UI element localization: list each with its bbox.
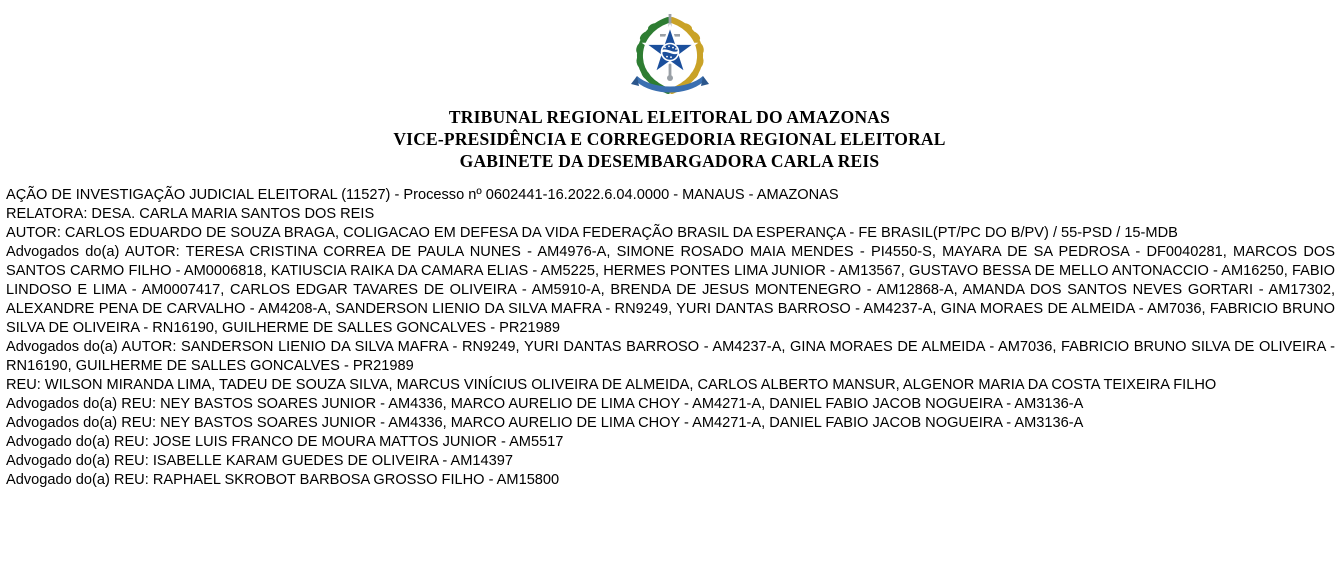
rapporteur-line: RELATORA: DESA. CARLA MARIA SANTOS DOS REIS: [6, 206, 375, 223]
author-lawyers-line-2: Advogados do(a) AUTOR: SANDERSON LIENIO DA SILVA MAFRA - RN9249, YURI DANTAS BARROSO - AM4237-A, GINA MORAES DE ALMEIDA - AM7036, FABRICIO BRUNO SILVA DE OLIVEIRA - RN16190, GUILHERME DE SALLES GONCALVES - PR21989: [6, 338, 1335, 374]
header-line-tribunal: TRIBUNAL REGIONAL ELEITORAL DO AMAZONAS: [448, 107, 891, 127]
emblem-container: [0, 0, 1339, 106]
document-header: [0, 106, 1339, 172]
document-body: [0, 186, 1339, 490]
case-reference-line: AÇÃO DE INVESTIGAÇÃO JUDICIAL ELEITORAL (11527) - Processo nº 0602441-16.2022.6.04.0000 - MANAUS - AMAZONAS: [6, 187, 839, 204]
header-line-vice-presidencia: VICE-PRESIDÊNCIA E CORREGEDORIA REGIONAL ELEITORAL: [393, 129, 946, 150]
defendant-lawyers-line-2: Advogados do(a) REU: NEY BASTOS SOARES JUNIOR - AM4336, MARCO AURELIO DE LIMA CHOY - AM4271-A, DANIEL FABIO JACOB NOGUEIRA - AM3136-A: [6, 414, 1084, 431]
author-line: AUTOR: CARLOS EDUARDO DE SOUZA BRAGA, COLIGACAO EM DEFESA DA VIDA FEDERAÇÃO BRASIL DA ESPERANÇA - FE BRASIL(PT/PC DO B/PV) / 55-PSD / 15-MDB: [6, 225, 1178, 242]
defendant-line: REU: WILSON MIRANDA LIMA, TADEU DE SOUZA SILVA, MARCUS VINÍCIUS OLIVEIRA DE ALMEIDA, CARLOS ALBERTO MANSUR, ALGENOR MARIA DA COSTA TEIXEIRA FILHO: [6, 376, 1217, 393]
coat-of-arms-icon: [627, 6, 713, 102]
defendant-lawyers-line-1: Advogados do(a) REU: NEY BASTOS SOARES JUNIOR - AM4336, MARCO AURELIO DE LIMA CHOY - AM4271-A, DANIEL FABIO JACOB NOGUEIRA - AM3136-A: [6, 395, 1084, 412]
defendant-lawyer-line-3: Advogado do(a) REU: JOSE LUIS FRANCO DE MOURA MATTOS JUNIOR - AM5517: [6, 433, 564, 450]
author-lawyers-line-1: Advogados do(a) AUTOR: TERESA CRISTINA CORREA DE PAULA NUNES - AM4976-A, SIMONE ROSADO MAIA MENDES - PI4550-S, MAYARA DE SA PEDROSA - DF0040281, MARCOS DOS SANTOS CARMO FILHO - AM0006818, KATIUSCIA RAIKA DA CAMARA ELIAS - AM5225, HERMES PONTES LIMA JUNIOR - AM13567, GUSTAVO BESSA DE MELLO ANTONACCIO - AM16250, FABIO LINDOSO E LIMA - AM0007417, CARLOS EDGAR TAVARES DE OLIVEIRA - AM5910-A, BRENDA DE JESUS MONTENEGRO - AM12868-A, AMANDA DOS SANTOS NEVES GORTARI - AM17302, ALEXANDRE PENA DE CARVALHO - AM4208-A, SANDERSON LIENIO DA SILVA MAFRA - RN9249, YURI DANTAS BARROSO - AM4237-A, GINA MORAES DE ALMEIDA - AM7036, FABRICIO BRUNO SILVA DE OLIVEIRA - RN16190, GUILHERME DE SALLES GONCALVES - PR21989: [6, 244, 1335, 336]
header-line-gabinete: GABINETE DA DESEMBARGADORA CARLA REIS: [459, 151, 880, 172]
defendant-lawyer-line-4: Advogado do(a) REU: ISABELLE KARAM GUEDES DE OLIVEIRA - AM14397: [6, 452, 513, 469]
defendant-lawyer-line-5: Advogado do(a) REU: RAPHAEL SKROBOT BARBOSA GROSSO FILHO - AM15800: [6, 471, 560, 488]
